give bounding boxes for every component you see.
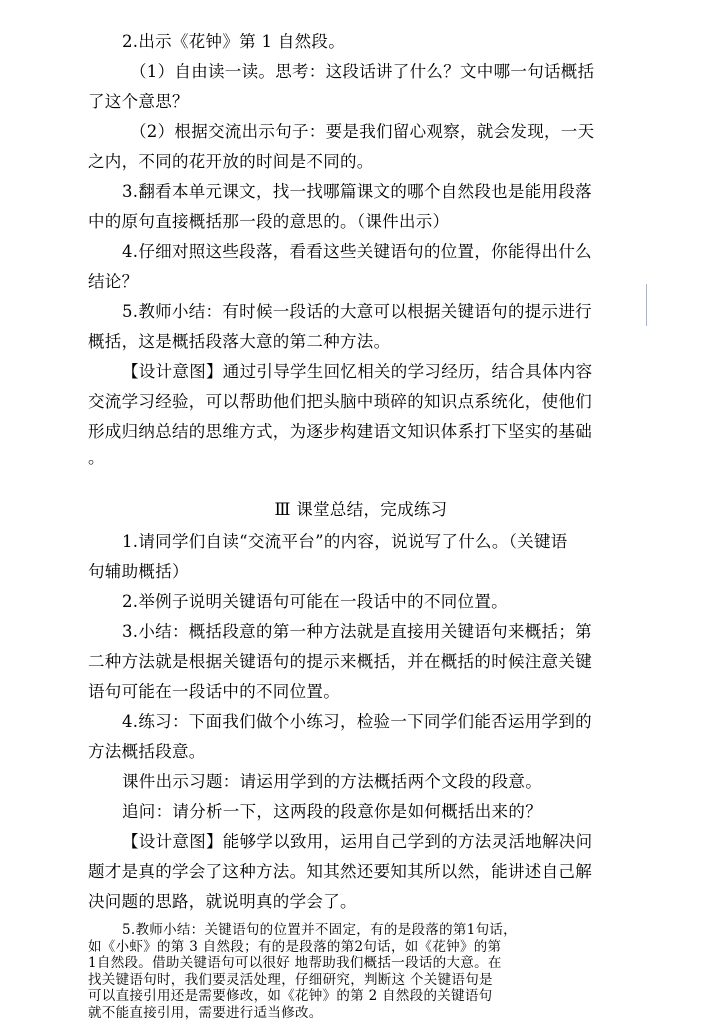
text-line: 了这个意思？ (88, 92, 189, 111)
text-line: 之内，不同的花开放的时间是不同的。 (88, 152, 374, 171)
text-line: （1）自由读一读。思考：这段话讲了什么？文中哪一句话概括 (130, 62, 595, 81)
text-line: 句辅助概括） (88, 562, 189, 581)
text-line: 找关键语句时，我们要灵活处理，仔细研究，判断这 个关键语句是 (88, 971, 493, 988)
text-line: 2.举例子说明关键语句可能在一段话中的不同位置。 (122, 592, 508, 611)
text-line: 4.仔细对照这些段落，看看这些关键语句的位置，你能得出什么 (122, 242, 592, 261)
text-line: 概括，这是概括段落大意的第二种方法。 (88, 332, 391, 351)
text-line: 课件出示习题：请运用学到的方法概括两个文段的段意。 (122, 772, 542, 791)
text-line: 题才是真的学会了这种方法。知其然还要知其所以然，能讲述自己解 (88, 862, 592, 881)
text-line: 4.练习：下面我们做个小练习，检验一下同学们能否运用学到的 (122, 712, 592, 731)
text-line: 就不能直接引用，需要进行适当修改。 (88, 1004, 323, 1021)
text-line: 中的原句直接概括那一段的意思的。（课件出示） (88, 212, 450, 231)
text-line: 如《小虾》的第 3 自然段；有的是段落的第2句话，如《花钟》的第 (88, 938, 502, 955)
section-heading: Ⅲ 课堂总结，完成练习 (274, 500, 448, 519)
text-line: 语句可能在一段话中的不同位置。 (88, 682, 340, 701)
text-line: 5.教师小结：关键语句的位置并不固定，有的是段落的第1句话， (122, 922, 517, 938)
text-line: 【设计意图】能够学以致用，运用自己学到的方法灵活地解决问 (122, 832, 593, 851)
text-line: 。 (88, 448, 105, 467)
text-line: （2）根据交流出示句子：要是我们留心观察，就会发现，一天 (130, 122, 595, 141)
text-line: 3.翻看本单元课文，找一找哪篇课文的哪个自然段也是能用段落 (122, 182, 592, 201)
text-line: 追问：请分析一下，这两段的段意你是如何概括出来的？ (122, 802, 542, 821)
text-line: 【设计意图】通过引导学生回忆相关的学习经历，结合具体内容 (122, 362, 593, 381)
text-line: 2.出示《花钟》第 1 自然段。 (122, 32, 346, 51)
text-line: 方法概括段意。 (88, 742, 206, 761)
text-line: 1.请同学们自读“交流平台”的内容，说说写了什么。（关键语 (122, 532, 568, 551)
text-line: 3.小结：概括段意的第一种方法就是直接用关键语句来概括；第 (122, 622, 592, 641)
text-line: 决问题的思路，就说明真的学会了。 (88, 892, 357, 911)
text-line: 1自然段。借助关键语句可以很好 地帮助我们概括一段话的大意。在 (88, 955, 502, 971)
text-line: 可以直接引用还是需要修改，如《花钟》的第 2 自然段的关键语句 (88, 988, 493, 1004)
text-line: 二种方法就是根据关键语句的提示来概括，并在概括的时候注意关键 (88, 652, 592, 671)
text-line: 形成归纳总结的思维方式，为逐步构建语文知识体系打下坚实的基础 (88, 422, 592, 441)
text-line: 5.教师小结：有时候一段话的大意可以根据关键语句的提示进行 (122, 302, 592, 321)
text-cursor (646, 284, 647, 326)
text-line: 结论？ (88, 272, 139, 291)
text-line: 交流学习经验，可以帮助他们把头脑中琐碎的知识点系统化，使他们 (88, 392, 592, 411)
